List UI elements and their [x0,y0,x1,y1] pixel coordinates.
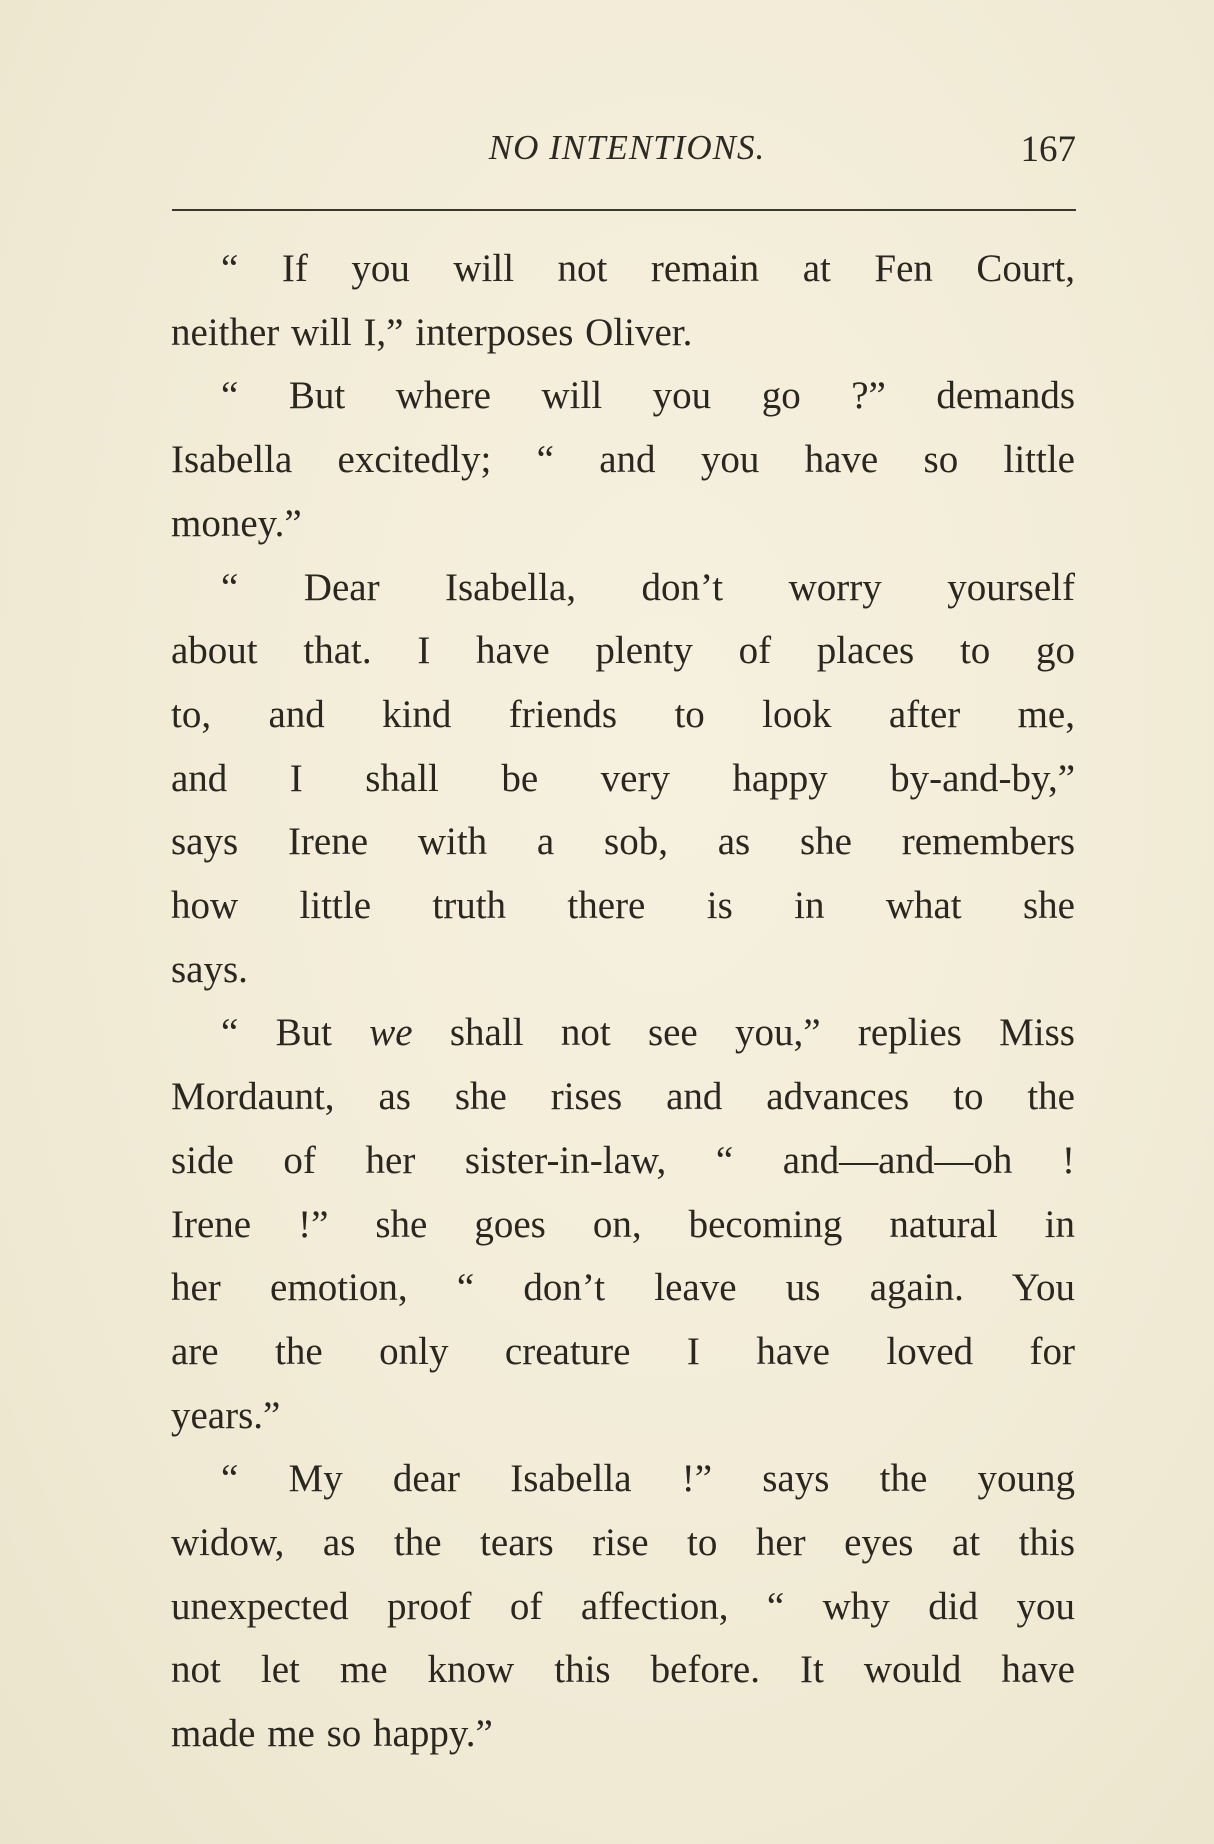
text-line: unexpected proof of affection, “ why did you [171,1584,1075,1628]
text-line: and I shall be very happy by-and-by,” [171,756,1075,800]
text-line: to, and kind friends to look after me, [171,692,1075,736]
text-line: “ Dear Isabella, don’t worry yourself [221,565,1075,609]
text-segment: “ But [221,1011,370,1055]
text-line: neither will I,” interposes Oliver. [171,310,693,354]
paragraph-5 [171,1447,1075,1766]
text-segment: shall not see you,” replies Miss [412,1011,1075,1055]
text-line [171,1001,1075,1065]
page-header [172,128,1082,184]
text-line: money.” [171,501,302,545]
text-line: “ If you will not remain at Fen Court, [221,247,1075,290]
body-text [171,237,1075,1766]
emphasis-word: we [369,1011,413,1055]
text-line: “ My dear Isabella !” says the young [221,1457,1075,1501]
text-line: not let me know this before. It would have [171,1648,1075,1692]
text-line: side of her sister-in-law, “ and—and—oh ! [171,1138,1075,1182]
text-line: Mordaunt, as she rises and advances to the [171,1075,1075,1119]
text-line: years.” [171,1393,281,1437]
text-line: widow, as the tears rise to her eyes at this [171,1521,1075,1565]
page-number: 167 [1020,129,1076,170]
running-title: NO INTENTIONS. [488,128,766,167]
text-line: “ But where will you go ?” demands [221,374,1075,418]
text-line: Irene !” she goes on, becoming natural in [171,1202,1075,1246]
paragraph-3 [171,556,1075,1002]
paragraph-1 [171,237,1075,364]
text-line: Isabella excitedly; “ and you have so little [171,438,1075,482]
text-line: about that. I have plenty of places to go [171,629,1075,673]
paragraph-2 [171,364,1075,555]
paragraph-4 [171,1001,1075,1447]
text-line: says. [171,947,248,991]
text-line: made me so happy.” [171,1712,493,1756]
text-line: her emotion, “ don’t leave us again. You [171,1266,1075,1310]
text-line: are the only creature I have loved for [171,1329,1075,1373]
text-line: how little truth there is in what she [171,884,1075,928]
header-rule [172,209,1076,211]
text-line: says Irene with a sob, as she remembers [171,820,1075,864]
